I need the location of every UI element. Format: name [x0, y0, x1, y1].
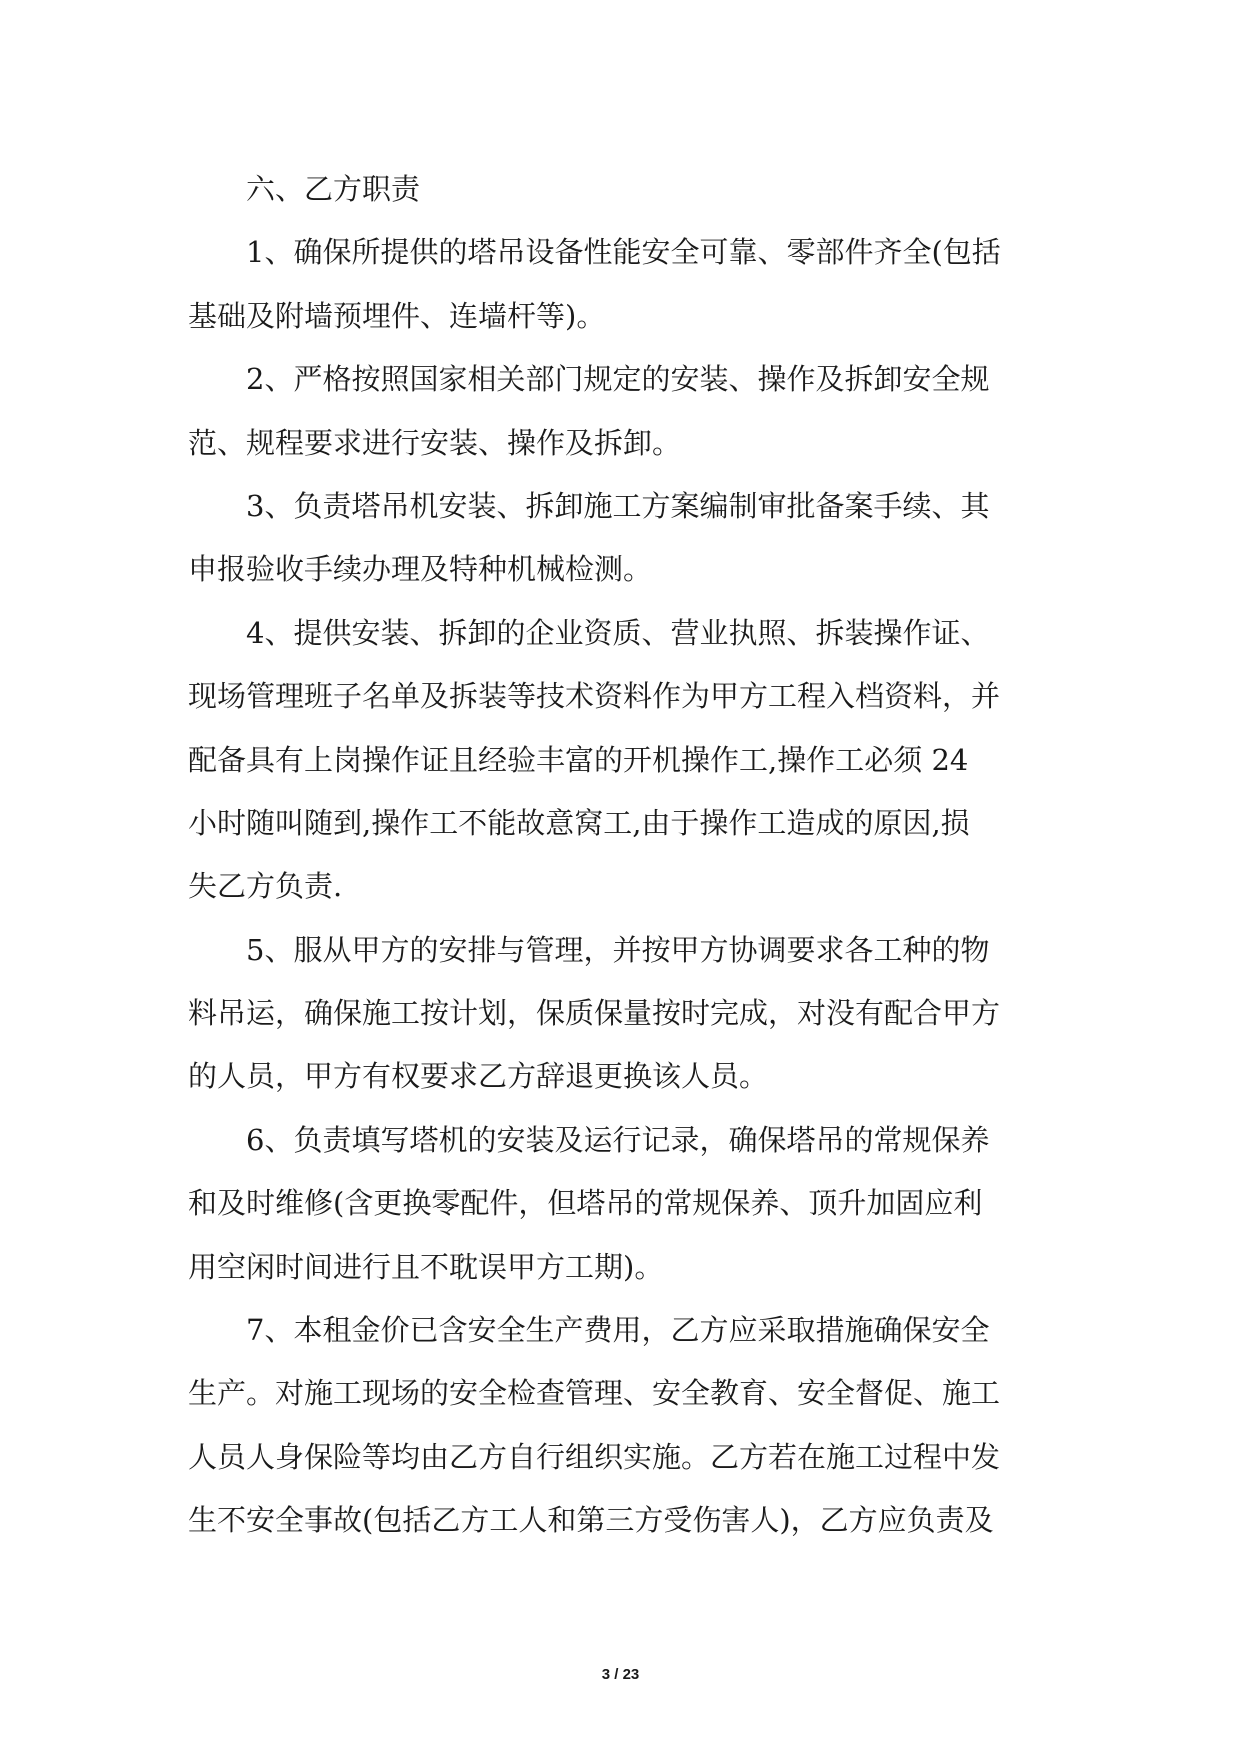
clause-4-line-4: 小时随叫随到,操作工不能故意窝工,由于操作工造成的原因,损	[188, 805, 970, 840]
clause-1-line-1: 1、确保所提供的塔吊设备性能安全可靠、零部件齐全(包括	[246, 235, 1001, 270]
clause-5-line-3: 的人员，甲方有权要求乙方辞退更换该人员。	[188, 1059, 769, 1094]
clause-1-line-2: 基础及附墙预埋件、连墙杆等)。	[188, 298, 606, 333]
clause-4-line-2: 现场管理班子名单及拆装等技术资料作为甲方工程入档资料，并	[188, 679, 1001, 714]
clause-4-line-3: 配备具有上岗操作证且经验丰富的开机操作工,操作工必须 24	[188, 742, 969, 777]
clause-4-line-5: 失乙方负责.	[188, 869, 343, 904]
clause-5-line-1: 5、服从甲方的安排与管理，并按甲方协调要求各工种的物	[246, 932, 990, 967]
clause-3-line-2: 申报验收手续办理及特种机械检测。	[188, 552, 653, 587]
clause-6-line-3: 用空闲时间进行且不耽误甲方工期)。	[188, 1249, 664, 1284]
document-body	[188, 158, 1050, 1553]
clause-6-line-1: 6、负责填写塔机的安装及运行记录，确保塔吊的常规保养	[246, 1122, 990, 1157]
clause-2-line-2: 范、规程要求进行安装、操作及拆卸。	[188, 425, 682, 460]
clause-7-line-4: 生不安全事故(包括乙方工人和第三方受伤害人)，乙方应负责及	[188, 1503, 994, 1538]
clause-2-line-1: 2、严格按照国家相关部门规定的安装、操作及拆卸安全规	[246, 362, 990, 397]
clause-7-line-3: 人员人身保险等均由乙方自行组织实施。乙方若在施工过程中发	[188, 1439, 1001, 1474]
clause-7-line-2: 生产。对施工现场的安全检查管理、安全教育、安全督促、施工	[188, 1376, 1001, 1411]
clause-6-line-2: 和及时维修(含更换零配件，但塔吊的常规保养、顶升加固应利	[188, 1186, 983, 1221]
page-number: 3 / 23	[601, 1666, 640, 1683]
clause-3-line-1: 3、负责塔吊机安装、拆卸施工方案编制审批备案手续、其	[246, 488, 990, 523]
clause-4-line-1: 4、提供安装、拆卸的企业资质、营业执照、拆装操作证、	[246, 615, 990, 650]
clause-5-line-2: 料吊运，确保施工按计划，保质保量按时完成，对没有配合甲方	[188, 996, 1001, 1031]
clause-7-line-1: 7、本租金价已含安全生产费用，乙方应采取措施确保安全	[246, 1313, 990, 1348]
section-heading: 六、乙方职责	[246, 172, 421, 206]
